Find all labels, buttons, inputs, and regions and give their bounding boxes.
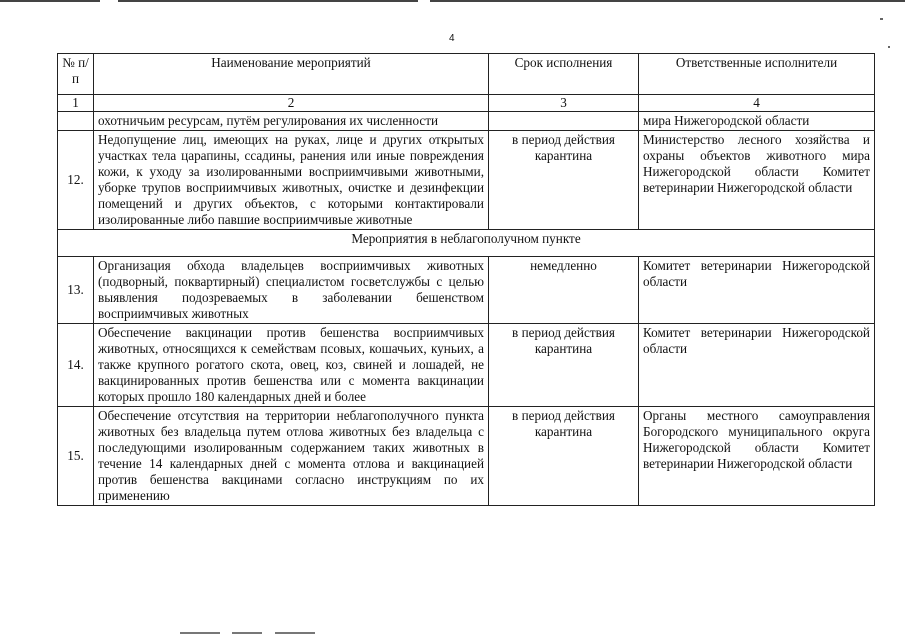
- header-num: № п/п: [58, 54, 94, 95]
- top-edge-rule-middle: [118, 0, 418, 2]
- bottom-scan-mark: [275, 632, 315, 634]
- header-responsible: Ответственные исполнители: [639, 54, 875, 95]
- row-num: 14.: [58, 324, 94, 407]
- row-term: немедленно: [489, 257, 639, 324]
- table-row: [58, 407, 875, 506]
- row-num: 15.: [58, 407, 94, 506]
- row-name: Обеспечение вакцинации против бешенства восприимчивых животных, относящихся к семействам псовых, кошачьих, куньих, а также крупного рогатого скота, овец, коз, свиней и лошадей, не вакцинированных против бешенства или с момента вакцинации которых прошло 180 календарных дней и более: [94, 324, 489, 407]
- row-responsible: Комитет ветеринарии Нижегородской области: [639, 257, 875, 324]
- header-term: Срок исполнения: [489, 54, 639, 95]
- scan-mark: [888, 46, 890, 48]
- measures-table: [57, 53, 875, 506]
- row-responsible: Органы местного самоуправления Богородского муниципального округа Нижегородской области Комитет ветеринарии Нижегородской области: [639, 407, 875, 506]
- table-header-row: [58, 54, 875, 95]
- row-num: 13.: [58, 257, 94, 324]
- table-row: [58, 257, 875, 324]
- column-index-row: [58, 95, 875, 112]
- row-name: Недопущение лиц, имеющих на руках, лице и других открытых участках тела царапины, ссадины, ранения или иные повреждения кожи, к уходу за изолированными восприимчивыми животными, уборке трупов восприимчивых животных, очистке и дезинфекции помещений и других объектов, с которыми контактировали изолированные либо павшие восприимчивые животные: [94, 131, 489, 230]
- column-index: 1: [58, 95, 94, 112]
- row-term: в период действия карантина: [489, 407, 639, 506]
- row-term: в период действия карантина: [489, 324, 639, 407]
- row-num: 12.: [58, 131, 94, 230]
- row-term: [489, 112, 639, 131]
- row-responsible: мира Нижегородской области: [639, 112, 875, 131]
- row-responsible: Комитет ветеринарии Нижегородской области: [639, 324, 875, 407]
- column-index: 3: [489, 95, 639, 112]
- row-name: охотничьим ресурсам, путём регулирования их численности: [94, 112, 489, 131]
- bottom-scan-mark: [180, 632, 220, 634]
- table-row: [58, 112, 875, 131]
- table-row: [58, 324, 875, 407]
- row-term: в период действия карантина: [489, 131, 639, 230]
- row-name: Обеспечение отсутствия на территории неблагополучного пункта животных без владельца путем отлова животных без владельца с последующими изолированным содержанием таких животных в течение 14 календарных дней с момента отлова и вакцинацией против бешенства вакцинами согласно инструкциям по их применению: [94, 407, 489, 506]
- table-row: [58, 131, 875, 230]
- row-num: [58, 112, 94, 131]
- column-index: 4: [639, 95, 875, 112]
- top-edge-rule-right: [430, 0, 905, 2]
- column-index: 2: [94, 95, 489, 112]
- top-edge-rule-left: [0, 0, 100, 2]
- scan-mark: [880, 18, 883, 20]
- page-number: 4: [449, 33, 455, 44]
- section-row: [58, 230, 875, 257]
- row-responsible: Министерство лесного хозяйства и охраны объектов животного мира Нижегородской области Комитет ветеринарии Нижегородской области: [639, 131, 875, 230]
- row-name: Организация обхода владельцев восприимчивых животных (подворный, поквартирный) специалистом госветслужбы с целью выявления подозреваемых в заболевании бешенством восприимчивых животных: [94, 257, 489, 324]
- section-title: Мероприятия в неблагополучном пункте: [58, 230, 875, 257]
- header-name: Наименование мероприятий: [94, 54, 489, 95]
- bottom-scan-mark: [232, 632, 262, 634]
